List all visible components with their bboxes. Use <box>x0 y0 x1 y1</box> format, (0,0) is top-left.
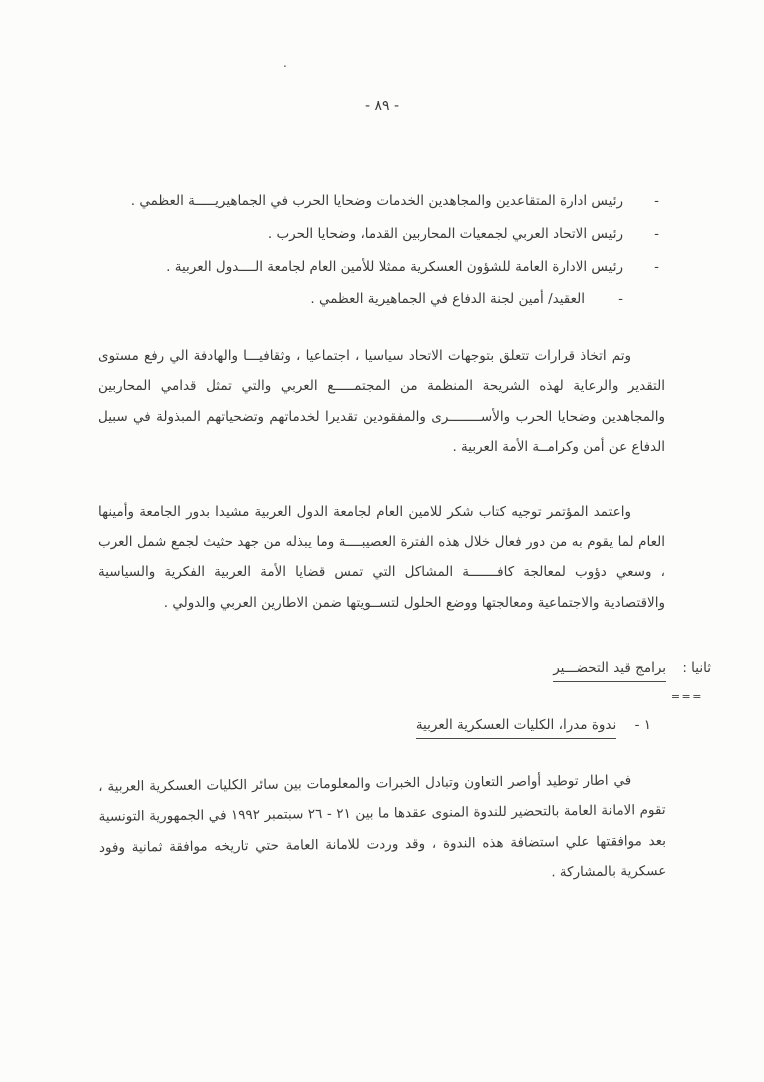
list-item <box>98 219 665 250</box>
dash-bullet: - <box>654 225 659 242</box>
dash-bullet: - <box>618 291 623 308</box>
list-item <box>98 252 665 283</box>
section-programs-in-preparation <box>98 660 711 887</box>
dash-bullet: - <box>654 258 659 275</box>
subsection-heading <box>98 717 665 739</box>
section-title: برامج قيد التحضـــير <box>553 660 666 682</box>
list-item-text: رئيس الاتحاد العربي لجمعيات المحاربين القدما، وضحايا الحرب . <box>267 225 623 242</box>
officials-list <box>98 186 665 315</box>
dash-bullet: - <box>654 193 659 209</box>
paragraph-seminar-details: في اطار توطيد أواصر التعاون وتبادل الخبرات والمعلومات بين سائر الكليات العسكرية العربية ، تقوم الامانة العامة بالتحضير للندوة المنوى عقدها ما بين ٢١ - ٢٦ سبتمبر ١٩٩٢ في الجمهورية التونسية بعد موافقتها علي استضافة هذه الندوة ، وقد وردت للامانة العامة حتي تاريخه موافقة ثمانية وفود عسكرية بالمشاركة . <box>98 772 667 881</box>
scan-artifact-dot: . <box>283 56 287 70</box>
subsection-number: ١ - <box>634 717 651 734</box>
paragraph-resolutions: وتم اتخاذ قرارات تتعلق بتوجهات الاتحاد سياسيا ، اجتماعيا ، وثقافيـــا والهادفة الي رفع مستوى التقدير والرعاية لهذه الشريحة المنظمة من المجتمـــــع العربي والتي تمثل قدامي المحاربين والمجاهدين وضحايا الحرب والأســــــــرى والمفقودين تقديرا لخدماتهم وتضحياتهم المبذولة في سبيل الدفاع عن أمن وكرامــة الأمة العربية . <box>98 348 665 456</box>
list-item <box>98 284 665 315</box>
list-item-text: العقيد/ أمين لجنة الدفاع في الجماهيرية العظمي . <box>310 291 585 308</box>
section-label: ثانيا : <box>682 660 711 677</box>
heading-underline-marks: === <box>670 690 703 704</box>
list-item <box>98 186 665 217</box>
paragraph-thanks-letter: واعتمد المؤتمر توجيه كتاب شكر للامين العام لجامعة الدول العربية مشيدا بدور الجامعة وأمينها العام لما يقوم به من دور فعال خلال هذه الفترة العصيبــــة وما يبذله من جهد حثيث لجمع شمل العرب ، وسعي دؤوب لمعالجة كافـــــــة المشاكل التي تمس قضايا الأمة العربية الفكرية والسياسية والاقتصادية والاجتماعية ومعالجتها ووضع الحلول لتســويتها ضمن الاطارين العربي والدولي . <box>98 503 665 611</box>
section-heading <box>98 660 711 682</box>
list-item-text: رئيس ادارة المتقاعدين والمجاهدين الخدمات وضحايا الحرب في الجماهيريـــــة العظمي . <box>130 193 623 209</box>
page-number: - ٨٩ - <box>364 98 400 114</box>
document-body <box>98 186 711 887</box>
list-item-text: رئيس الادارة العامة للشؤون العسكرية ممثلا للأمين العام لجامعة الــــدول العربية . <box>166 258 623 275</box>
subsection-title: ندوة مدرا، الكليات العسكرية العربية <box>416 717 616 739</box>
